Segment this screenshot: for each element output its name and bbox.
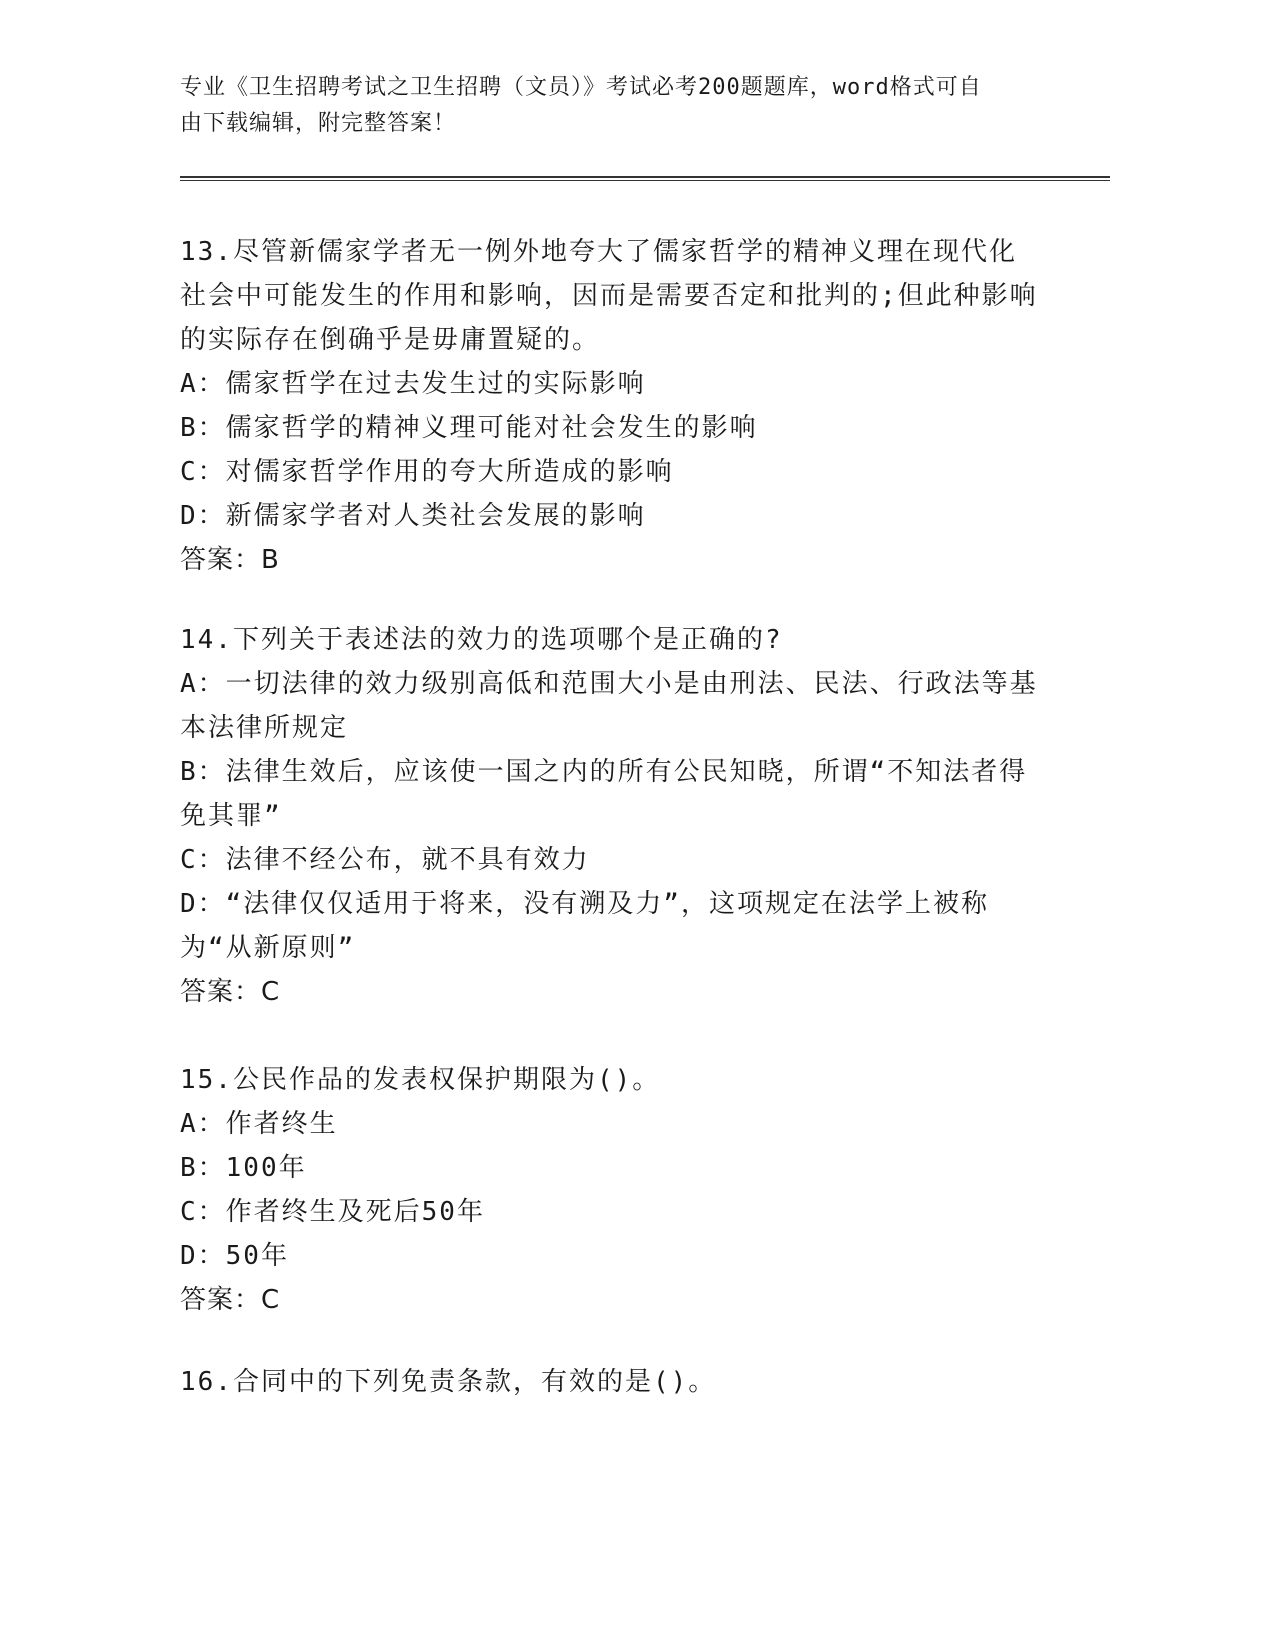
header-divider — [180, 176, 1110, 181]
option-d: D：50年 — [180, 1241, 289, 1271]
answer: 答案：C — [180, 977, 281, 1007]
header-line-2: 由下载编辑，附完整答案！ — [180, 111, 457, 136]
option-c: C：对儒家哲学作用的夸大所造成的影响 — [180, 457, 674, 487]
question-stem: 16.合同中的下列免责条款，有效的是()。 — [180, 1367, 717, 1397]
question-14 — [180, 618, 1040, 1014]
option-d: D：新儒家学者对人类社会发展的影响 — [180, 501, 646, 531]
question-15 — [180, 1058, 1040, 1322]
option-a: A：作者终生 — [180, 1109, 338, 1139]
option-b: B：法律生效后，应该使一国之内的所有公民知晓，所谓“不知法者得免其罪” — [180, 757, 1028, 831]
question-13 — [180, 230, 1040, 582]
option-b: B：儒家哲学的精神义理可能对社会发生的影响 — [180, 413, 758, 443]
header-line-1: 专业《卫生招聘考试之卫生招聘（文员）》考试必考200题题库，word格式可自 — [180, 75, 982, 100]
option-a: A：一切法律的效力级别高低和范围大小是由刑法、民法、行政法等基本法律所规定 — [180, 669, 1038, 743]
question-stem: 15.公民作品的发表权保护期限为()。 — [180, 1065, 661, 1095]
option-c: C：作者终生及死后50年 — [180, 1197, 485, 1227]
question-stem: 14.下列关于表述法的效力的选项哪个是正确的? — [180, 625, 783, 655]
question-stem: 13.尽管新儒家学者无一例外地夸大了儒家哲学的精神义理在现代化社会中可能发生的作用和影响，因而是需要否定和批判的;但此种影响的实际存在倒确乎是毋庸置疑的。 — [180, 237, 1038, 355]
answer: 答案：C — [180, 1285, 281, 1315]
option-a: A：儒家哲学在过去发生过的实际影响 — [180, 369, 646, 399]
document-header — [180, 70, 1040, 142]
answer: 答案：B — [180, 545, 280, 575]
option-b: B：100年 — [180, 1153, 307, 1183]
option-c: C：法律不经公布，就不具有效力 — [180, 845, 590, 875]
option-d: D：“法律仅仅适用于将来，没有溯及力”，这项规定在法学上被称为“从新原则” — [180, 889, 989, 963]
question-16 — [180, 1360, 1040, 1404]
